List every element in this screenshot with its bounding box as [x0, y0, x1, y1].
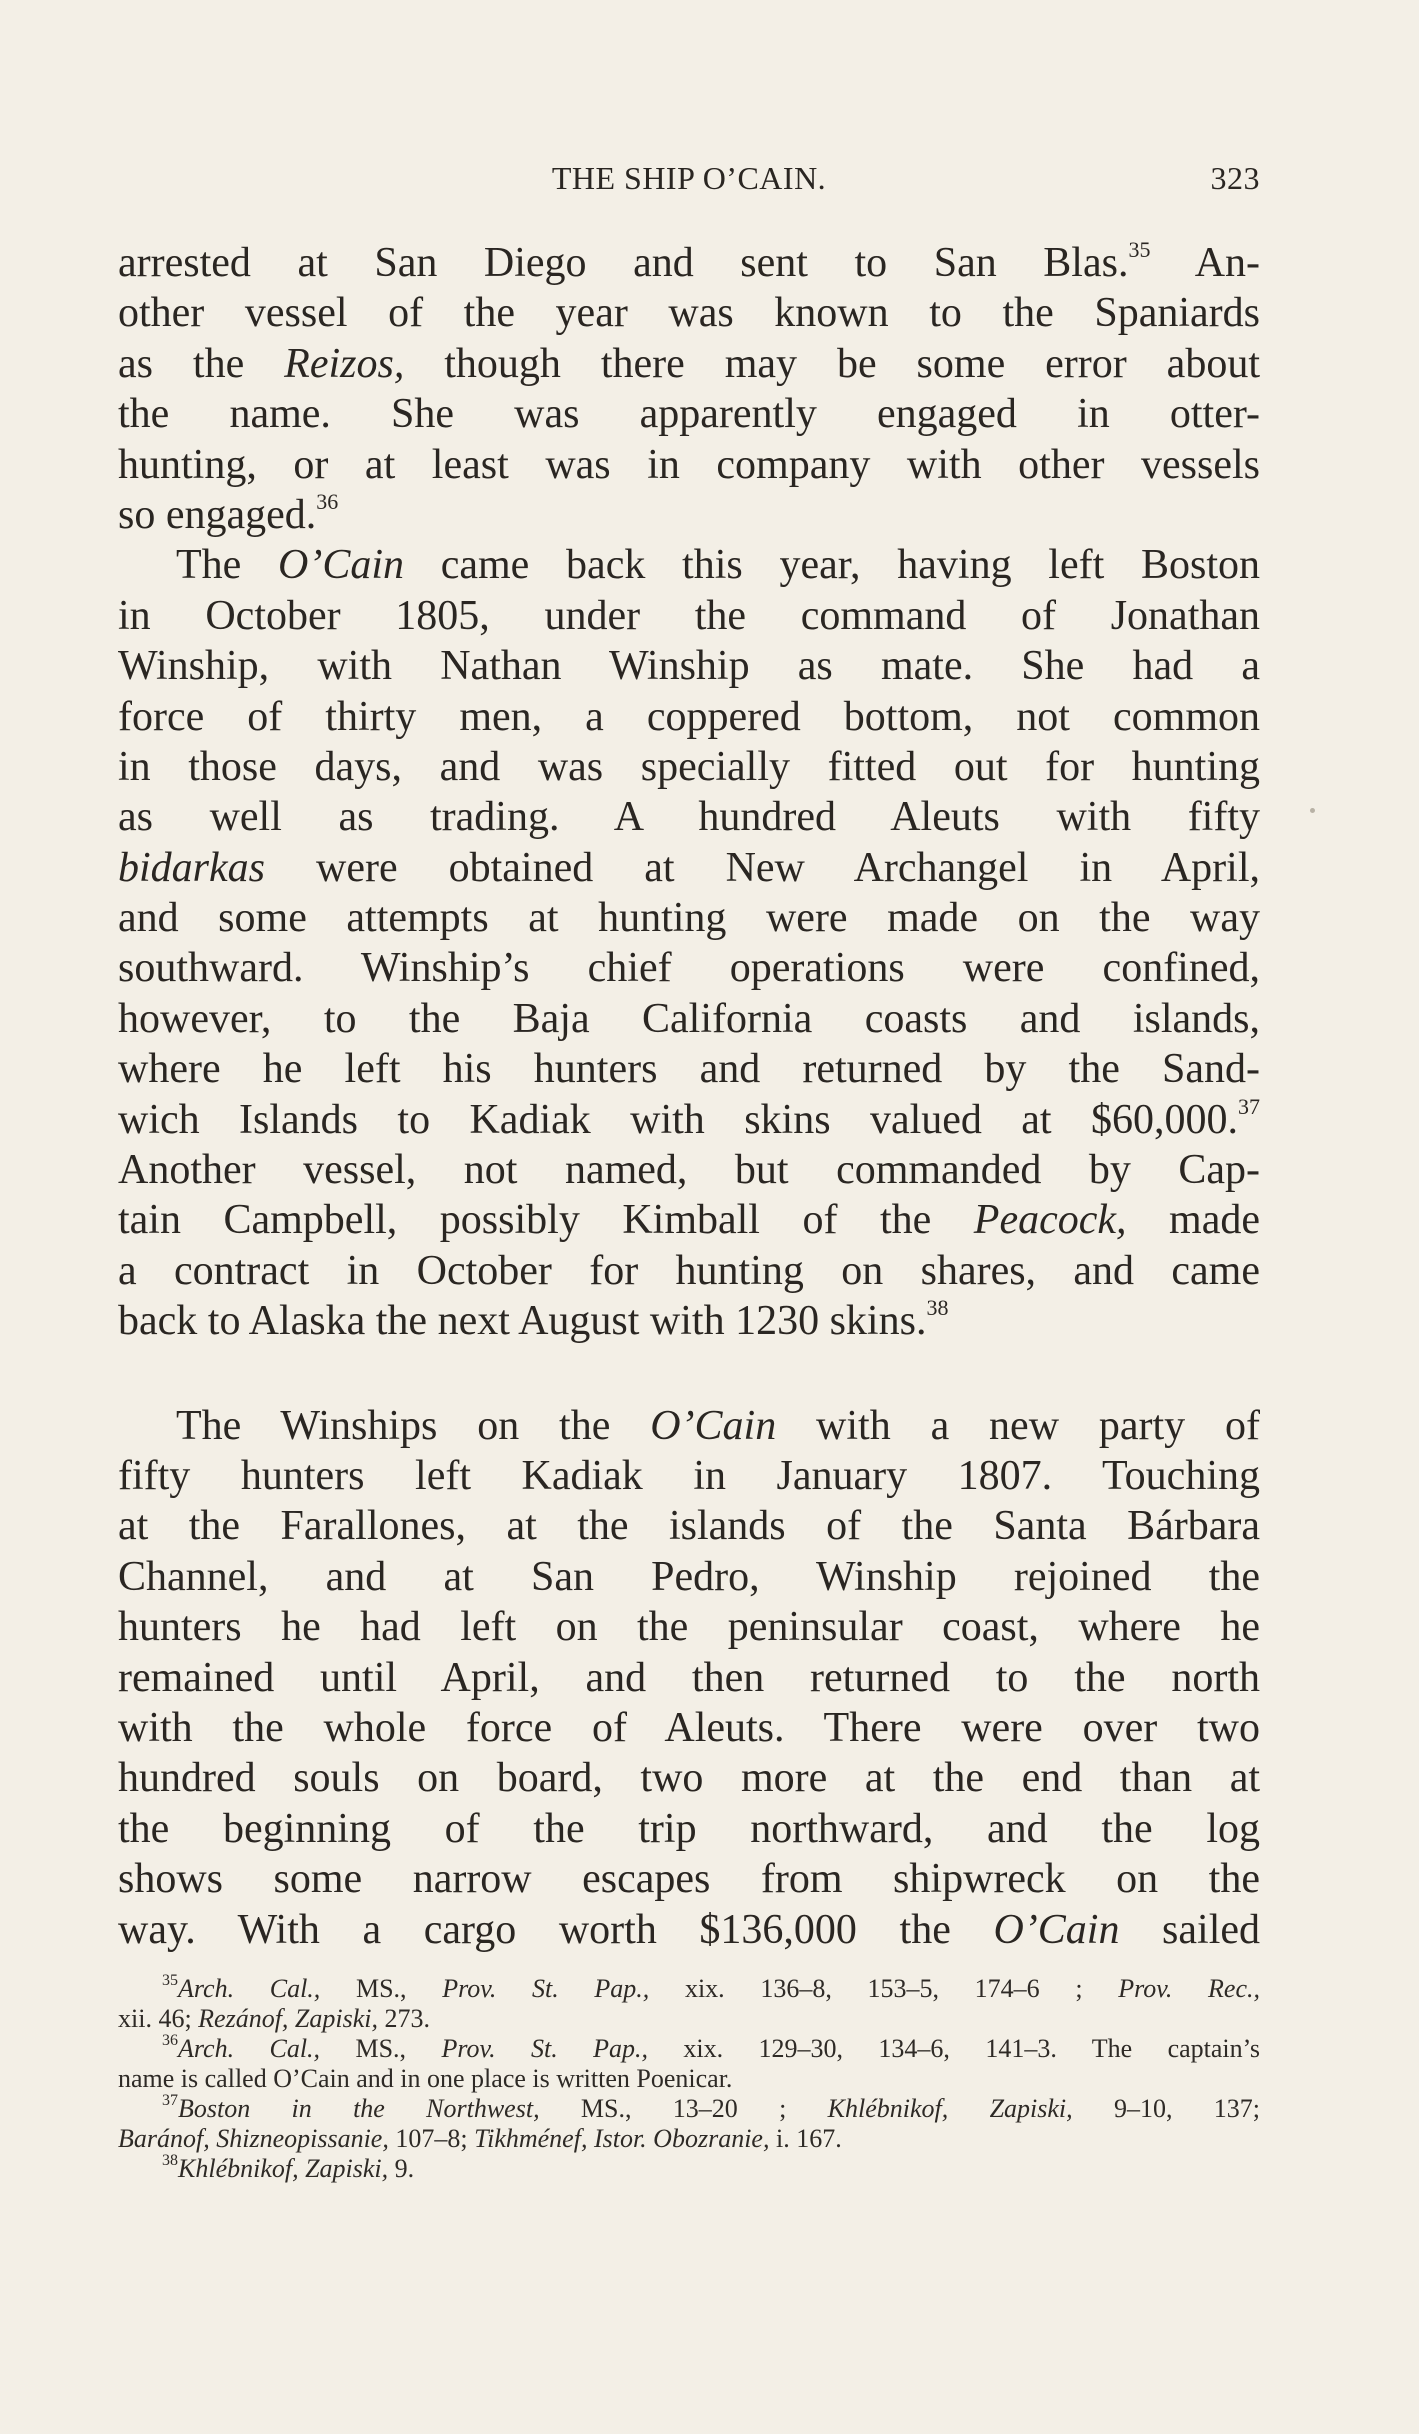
- footnote-ref: 36: [316, 488, 339, 514]
- text-line: back to Alaska the next August with 1230 skins.$^{38}$: [118, 1295, 949, 1345]
- footnote-36: $^{36}$Arch. Cal., MS., Prov. St. Pap., xix. 129–30, 134–6, 141–3. The captain’s: [162, 2032, 1260, 2063]
- text-line: The O’Cain came back this year, having left Boston: [176, 542, 1260, 589]
- text-line: where he left his hunters and returned by the Sand-: [118, 1046, 1260, 1093]
- footnote-36-cont: name is called O’Cain and in one place is written Poenicar.: [118, 2064, 733, 2093]
- text-line: a contract in October for hunting on shares, and came: [118, 1247, 1260, 1294]
- footnotes: [118, 1974, 1260, 2184]
- text-line: arrested at San Diego and sent to San Blas.$^{35}$ An-: [118, 237, 1261, 286]
- footnote-ref: 37: [1238, 1093, 1260, 1119]
- text-line: and some attempts at hunting were made on the way: [118, 895, 1260, 942]
- text-line: other vessel of the year was known to the Spaniards: [118, 290, 1260, 337]
- running-header: [118, 160, 1260, 208]
- ship-name: O’Cain: [993, 1906, 1120, 1953]
- text-line: in October 1805, under the command of Jonathan: [118, 592, 1260, 639]
- ship-name: Peacock,: [973, 1197, 1127, 1244]
- ship-name: Reizos,: [284, 340, 405, 387]
- text-line: fifty hunters left Kadiak in January 1807. Touching: [118, 1452, 1260, 1499]
- text-line: southward. Winship’s chief operations were confined,: [118, 945, 1260, 992]
- ship-name: O’Cain: [650, 1402, 777, 1449]
- text-line: at the Farallones, at the islands of the Santa Bárbara: [118, 1503, 1260, 1550]
- text-line: the beginning of the trip northward, and the log: [118, 1805, 1260, 1852]
- footnote-35-cont: xii. 46; Rezánof, Zapiski, 273.: [118, 2004, 431, 2033]
- text-line: so engaged.$^{36}$: [118, 488, 339, 538]
- text-line: shows some narrow escapes from shipwreck on the: [118, 1856, 1260, 1903]
- main-text: [118, 238, 1260, 1955]
- text-line: the name. She was apparently engaged in otter-: [118, 391, 1260, 438]
- text-line: as well as trading. A hundred Aleuts with fifty: [118, 794, 1260, 841]
- text-line: wich Islands to Kadiak with skins valued at $60,000.37: [118, 1093, 1260, 1143]
- text-line: bidarkas were obtained at New Archangel in April,: [118, 844, 1260, 891]
- text-line: Another vessel, not named, but commanded by Cap-: [118, 1147, 1260, 1194]
- running-title: THE SHIP O’CAIN.: [551, 160, 827, 196]
- text-line: hunting, or at least was in company with other vessels: [118, 441, 1260, 488]
- paper-speck: [1310, 808, 1315, 813]
- text-line: in those days, and was specially fitted out for hunting: [118, 743, 1260, 790]
- footnote-37: $^{37}$Boston in the Northwest, MS., 13–20 ; Khlébnikof, Zapiski, 9–10, 137;: [162, 2092, 1260, 2123]
- text-line: with the whole force of Aleuts. There were over two: [118, 1704, 1260, 1751]
- text-line: Channel, and at San Pedro, Winship rejoined the: [118, 1553, 1260, 1600]
- footnote-38: $^{38}$Khlébnikof, Zapiski, 9.: [162, 2152, 415, 2183]
- text-line: hundred souls on board, two more at the end than at: [118, 1755, 1260, 1802]
- footnote-ref: 35: [1128, 237, 1151, 262]
- paragraph-gap: [118, 1347, 1260, 1401]
- footnote-ref: 38: [926, 1295, 949, 1321]
- text-line: hunters he had left on the peninsular coast, where he: [118, 1604, 1260, 1651]
- text-line: as the Reizos, though there may be some error about: [118, 340, 1260, 387]
- page-number: 323: [1210, 160, 1260, 196]
- ship-name: O’Cain: [278, 542, 405, 589]
- footnote-37-cont: Baránof, Shizneopissanie, 107–8; Tikhménef, Istor. Obozranie, i. 167.: [118, 2124, 842, 2153]
- italic-term: bidarkas: [118, 844, 265, 891]
- text-line: way. With a cargo worth $136,000 the O’Cain sailed: [118, 1906, 1261, 1953]
- text-line: Winship, with Nathan Winship as mate. She had a: [118, 643, 1260, 690]
- text-line: The Winships on the O’Cain with a new party of: [176, 1402, 1260, 1449]
- text-line: however, to the Baja California coasts and islands,: [118, 995, 1260, 1042]
- text-line: tain Campbell, possibly Kimball of the Peacock, made: [118, 1197, 1260, 1244]
- text-line: force of thirty men, a coppered bottom, not common: [118, 693, 1260, 740]
- text-line: remained until April, and then returned to the north: [118, 1654, 1260, 1701]
- footnote-35: $^{35}$Arch. Cal., MS., Prov. St. Pap., xix. 136–8, 153–5, 174–6 ; Prov. Rec.,: [162, 1972, 1261, 2003]
